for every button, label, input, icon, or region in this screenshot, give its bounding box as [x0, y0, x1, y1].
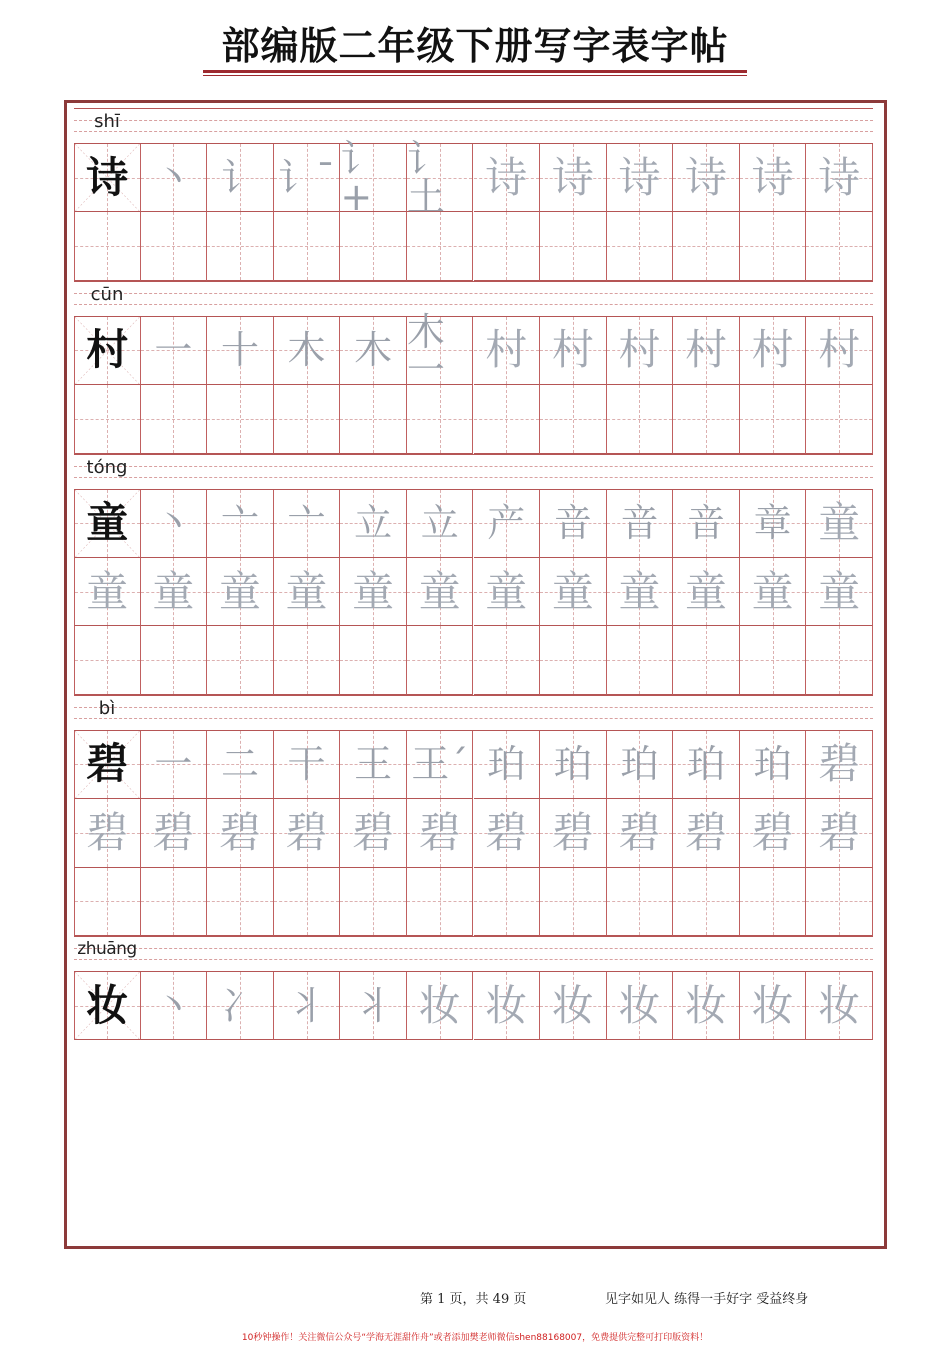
practice-cell[interactable] — [74, 799, 141, 867]
stroke-order-character: 二 — [220, 742, 259, 787]
stroke-order-character: 珀 — [487, 742, 526, 787]
practice-cell[interactable] — [673, 868, 740, 936]
practice-cell[interactable] — [407, 212, 474, 280]
practice-cell[interactable] — [340, 868, 407, 936]
pinyin-label: zhuāng — [77, 939, 137, 959]
practice-cell[interactable] — [340, 385, 407, 453]
stroke-order-character: 章 — [753, 501, 792, 546]
practice-cell[interactable] — [474, 212, 541, 280]
trace-character: 童 — [551, 566, 594, 616]
practice-cell[interactable] — [207, 558, 274, 626]
trace-character: 碧 — [818, 807, 861, 857]
trace-character: 诗 — [685, 152, 728, 202]
character-row — [74, 212, 873, 280]
cell-guide-vertical — [706, 626, 707, 693]
practice-cell[interactable] — [274, 144, 341, 212]
trace-character: 碧 — [685, 807, 728, 857]
model-character: 诗 — [86, 152, 129, 202]
stroke-order-character: 产 — [487, 501, 526, 546]
trace-character: 碧 — [418, 807, 461, 857]
trace-character: 碧 — [551, 807, 594, 857]
practice-cell[interactable] — [207, 317, 274, 385]
trace-character: 碧 — [485, 807, 528, 857]
stroke-order-character: 丶 — [154, 983, 193, 1028]
practice-cell[interactable] — [607, 799, 674, 867]
practice-cell[interactable] — [74, 317, 141, 385]
cell-guide-vertical — [773, 626, 774, 693]
practice-cell[interactable] — [274, 868, 341, 936]
cell-guide-vertical — [373, 868, 374, 935]
practice-cell[interactable] — [806, 558, 873, 626]
practice-cell[interactable] — [607, 144, 674, 212]
practice-cell[interactable] — [806, 144, 873, 212]
practice-cell[interactable] — [407, 868, 474, 936]
practice-cell[interactable] — [673, 144, 740, 212]
practice-cell[interactable] — [540, 972, 607, 1040]
trace-character: 诗 — [485, 152, 528, 202]
cell-guide-vertical — [573, 626, 574, 693]
practice-cell[interactable] — [407, 385, 474, 453]
pinyin-row — [74, 108, 873, 144]
practice-cell[interactable] — [407, 558, 474, 626]
cell-guide-vertical — [373, 212, 374, 279]
practice-cell[interactable] — [74, 731, 141, 799]
practice-cell[interactable] — [474, 317, 541, 385]
practice-cell[interactable] — [540, 212, 607, 280]
character-row — [74, 626, 873, 694]
practice-cell[interactable] — [406, 309, 474, 392]
practice-cell[interactable] — [141, 385, 208, 453]
trace-character: 碧 — [352, 807, 395, 857]
trace-character: 碧 — [218, 807, 261, 857]
practice-cell[interactable] — [340, 972, 407, 1040]
character-row — [74, 558, 873, 626]
cell-guide-vertical — [107, 385, 108, 452]
stroke-order-character: 亠 — [287, 501, 326, 546]
page-number: 第 1 页，共 49 页 — [420, 1292, 527, 1307]
cell-guide-vertical — [706, 385, 707, 452]
trace-character: 童 — [685, 566, 728, 616]
practice-cell[interactable] — [740, 490, 807, 558]
cell-guide-vertical — [773, 868, 774, 935]
practice-cell[interactable] — [274, 799, 341, 867]
trace-character: 妆 — [418, 980, 461, 1030]
cell-guide-vertical — [839, 385, 840, 452]
practice-cell[interactable] — [673, 799, 740, 867]
practice-cell[interactable] — [340, 490, 407, 558]
practice-cell[interactable] — [407, 626, 474, 694]
trace-character: 妆 — [618, 980, 661, 1030]
practice-cell[interactable] — [207, 212, 274, 280]
practice-cell[interactable] — [74, 385, 141, 453]
practice-cell[interactable] — [740, 626, 807, 694]
cell-guide-vertical — [506, 212, 507, 279]
trace-character: 妆 — [685, 980, 728, 1030]
trace-character: 碧 — [818, 739, 861, 789]
pinyin-row — [74, 454, 873, 490]
practice-cell[interactable] — [406, 136, 474, 219]
trace-character: 童 — [818, 566, 861, 616]
stroke-order-character: 立 — [354, 501, 393, 546]
practice-cell[interactable] — [74, 558, 141, 626]
character-row — [74, 731, 873, 799]
stroke-order-character: 珀 — [620, 742, 659, 787]
practice-cell[interactable] — [74, 972, 141, 1040]
practice-cell[interactable] — [607, 626, 674, 694]
trace-character: 诗 — [818, 152, 861, 202]
trace-character: 村 — [485, 325, 528, 375]
character-row — [74, 309, 873, 392]
practice-cell[interactable] — [740, 317, 807, 385]
cell-guide-vertical — [839, 212, 840, 279]
practice-cell[interactable] — [740, 144, 807, 212]
trace-character: 村 — [751, 325, 794, 375]
cell-guide-vertical — [107, 868, 108, 935]
trace-character: 村 — [551, 325, 594, 375]
trace-character: 诗 — [618, 152, 661, 202]
practice-cell[interactable] — [207, 731, 274, 799]
character-row — [74, 136, 873, 219]
practice-cell[interactable] — [607, 385, 674, 453]
practice-cell[interactable] — [540, 490, 607, 558]
cell-guide-vertical — [440, 868, 441, 935]
cell-guide-vertical — [639, 868, 640, 935]
cell-guide-vertical — [240, 212, 241, 279]
practice-cell[interactable] — [806, 626, 873, 694]
character-row — [74, 799, 873, 867]
practice-cell[interactable] — [141, 212, 208, 280]
stroke-order-character: 王 — [354, 742, 393, 787]
practice-cell[interactable] — [806, 317, 873, 385]
trace-character: 村 — [618, 325, 661, 375]
cell-guide-vertical — [639, 212, 640, 279]
practice-cell[interactable] — [274, 731, 341, 799]
practice-cell[interactable] — [474, 731, 541, 799]
practice-cell[interactable] — [207, 385, 274, 453]
cell-guide-vertical — [573, 385, 574, 452]
practice-cell[interactable] — [607, 972, 674, 1040]
practice-cell[interactable] — [141, 490, 208, 558]
cell-guide-vertical — [706, 212, 707, 279]
cell-guide-vertical — [639, 626, 640, 693]
practice-cell[interactable] — [540, 385, 607, 453]
trace-character: 妆 — [751, 980, 794, 1030]
practice-cell[interactable] — [474, 490, 541, 558]
trace-character: 妆 — [551, 980, 594, 1030]
practice-cell[interactable] — [540, 868, 607, 936]
cell-guide-vertical — [240, 868, 241, 935]
practice-cell[interactable] — [806, 490, 873, 558]
practice-cell[interactable] — [540, 558, 607, 626]
cell-guide-vertical — [773, 385, 774, 452]
practice-cell[interactable] — [407, 799, 474, 867]
practice-cell[interactable] — [740, 799, 807, 867]
practice-cell[interactable] — [141, 868, 208, 936]
practice-cell[interactable] — [806, 799, 873, 867]
trace-character: 村 — [818, 325, 861, 375]
stroke-order-character: 音 — [687, 501, 726, 546]
practice-cell[interactable] — [207, 972, 274, 1040]
practice-cell[interactable] — [274, 558, 341, 626]
practice-cell[interactable] — [607, 212, 674, 280]
practice-cell[interactable] — [474, 626, 541, 694]
practice-cell[interactable] — [207, 868, 274, 936]
practice-cell[interactable] — [540, 626, 607, 694]
pinyin-row — [74, 936, 873, 972]
cell-guide-vertical — [440, 212, 441, 279]
trace-character: 妆 — [818, 980, 861, 1030]
stroke-order-character: 冫 — [220, 983, 259, 1028]
stroke-order-character: 讠+ — [340, 136, 379, 219]
practice-cell[interactable] — [141, 558, 208, 626]
stroke-order-character: 珀 — [687, 742, 726, 787]
cell-guide-vertical — [307, 868, 308, 935]
practice-grid — [74, 108, 873, 1242]
stroke-order-character: 干 — [287, 742, 326, 787]
pinyin-label: shī — [94, 111, 120, 132]
practice-cell[interactable] — [740, 212, 807, 280]
stroke-order-character: 讠土 — [406, 136, 445, 219]
practice-cell[interactable] — [340, 317, 407, 385]
practice-cell[interactable] — [407, 972, 474, 1040]
stroke-order-character: 十 — [220, 328, 259, 373]
cell-guide-vertical — [440, 385, 441, 452]
title-rule-thin — [203, 75, 747, 76]
cell-guide-vertical — [173, 868, 174, 935]
practice-cell[interactable] — [607, 317, 674, 385]
stroke-order-character: 亠 — [220, 501, 259, 546]
practice-cell[interactable] — [141, 144, 208, 212]
practice-cell[interactable] — [274, 212, 341, 280]
trace-character: 童 — [152, 566, 195, 616]
practice-cell[interactable] — [806, 212, 873, 280]
practice-cell[interactable] — [673, 317, 740, 385]
practice-cell[interactable] — [141, 626, 208, 694]
practice-cell[interactable] — [407, 490, 474, 558]
cell-guide-vertical — [307, 626, 308, 693]
promo-notice: 10秒钟操作！关注微信公众号“学海无涯甜作舟”或者添加樊老师微信shen88168007，免费提供完整可打印版资料！ — [241, 1333, 709, 1343]
practice-cell[interactable] — [340, 731, 407, 799]
practice-cell[interactable] — [673, 212, 740, 280]
stroke-order-character: 一 — [154, 328, 193, 373]
practice-cell[interactable] — [740, 385, 807, 453]
practice-cell[interactable] — [474, 799, 541, 867]
practice-cell[interactable] — [540, 799, 607, 867]
practice-cell[interactable] — [673, 731, 740, 799]
practice-cell[interactable] — [607, 490, 674, 558]
trace-character: 妆 — [485, 980, 528, 1030]
stroke-order-character: 珀 — [753, 742, 792, 787]
stroke-order-character: 丬 — [354, 983, 393, 1028]
practice-cell[interactable] — [673, 490, 740, 558]
character-row — [74, 868, 873, 936]
cell-guide-vertical — [440, 626, 441, 693]
trace-character: 诗 — [751, 152, 794, 202]
practice-cell[interactable] — [673, 626, 740, 694]
cell-guide-vertical — [307, 385, 308, 452]
trace-character: 村 — [685, 325, 728, 375]
practice-cell[interactable] — [673, 558, 740, 626]
pinyin-label: cūn — [90, 283, 124, 305]
practice-cell[interactable] — [474, 144, 541, 212]
practice-cell[interactable] — [740, 868, 807, 936]
model-character: 碧 — [86, 739, 129, 789]
practice-cell[interactable] — [74, 626, 141, 694]
trace-character: 碧 — [86, 807, 129, 857]
cell-guide-vertical — [307, 212, 308, 279]
cell-guide-vertical — [173, 212, 174, 279]
cell-guide-vertical — [639, 385, 640, 452]
practice-cell[interactable] — [274, 626, 341, 694]
cell-guide-vertical — [506, 626, 507, 693]
cell-guide-vertical — [773, 212, 774, 279]
practice-cell[interactable] — [141, 799, 208, 867]
practice-cell[interactable] — [274, 385, 341, 453]
practice-cell[interactable] — [274, 972, 341, 1040]
stroke-order-character: 王ˊ — [411, 742, 469, 787]
trace-character: 碧 — [751, 807, 794, 857]
practice-cell[interactable] — [806, 731, 873, 799]
cell-guide-vertical — [839, 626, 840, 693]
trace-character: 童 — [818, 498, 861, 548]
pinyin-row — [74, 281, 873, 317]
cell-guide-vertical — [506, 385, 507, 452]
practice-cell[interactable] — [806, 972, 873, 1040]
stroke-order-character: 讠ˉ — [278, 155, 336, 200]
stroke-order-character: 木 — [354, 328, 393, 373]
pinyin-row — [74, 695, 873, 731]
cell-guide-vertical — [240, 626, 241, 693]
cell-guide-vertical — [839, 868, 840, 935]
title-rule-thick — [203, 70, 747, 73]
practice-cell[interactable] — [74, 490, 141, 558]
character-row — [74, 490, 873, 558]
practice-cell[interactable] — [74, 868, 141, 936]
practice-cell[interactable] — [540, 144, 607, 212]
practice-cell[interactable] — [340, 212, 407, 280]
practice-cell[interactable] — [607, 558, 674, 626]
character-row — [74, 385, 873, 453]
stroke-order-character: 讠 — [220, 155, 259, 200]
stroke-order-character: 丶 — [154, 155, 193, 200]
cell-guide-vertical — [373, 626, 374, 693]
cell-guide-vertical — [240, 385, 241, 452]
practice-cell[interactable] — [340, 558, 407, 626]
practice-cell[interactable] — [540, 317, 607, 385]
practice-cell[interactable] — [673, 385, 740, 453]
cell-guide-vertical — [506, 868, 507, 935]
practice-cell[interactable] — [207, 626, 274, 694]
practice-cell[interactable] — [673, 972, 740, 1040]
practice-cell[interactable] — [340, 626, 407, 694]
practice-cell[interactable] — [474, 558, 541, 626]
stroke-order-character: 木 — [287, 328, 326, 373]
practice-cell[interactable] — [806, 868, 873, 936]
model-character: 妆 — [86, 980, 129, 1030]
stroke-order-character: 丬 — [287, 983, 326, 1028]
trace-character: 童 — [352, 566, 395, 616]
trace-character: 碧 — [285, 807, 328, 857]
practice-cell[interactable] — [474, 972, 541, 1040]
stroke-order-character: 音 — [620, 501, 659, 546]
cell-guide-vertical — [107, 212, 108, 279]
page-title: 部编版二年级下册写字表字帖 — [221, 24, 729, 68]
practice-cell[interactable] — [207, 490, 274, 558]
trace-character: 童 — [418, 566, 461, 616]
trace-character: 童 — [86, 566, 129, 616]
trace-character: 童 — [485, 566, 528, 616]
stroke-order-character: 丶 — [154, 501, 193, 546]
trace-character: 碧 — [618, 807, 661, 857]
model-character: 童 — [86, 498, 129, 548]
trace-character: 诗 — [551, 152, 594, 202]
stroke-order-character: 音 — [553, 501, 592, 546]
cell-guide-vertical — [706, 868, 707, 935]
practice-cell[interactable] — [340, 799, 407, 867]
cell-guide-vertical — [107, 626, 108, 693]
practice-cell[interactable] — [207, 799, 274, 867]
practice-cell[interactable] — [740, 731, 807, 799]
pinyin-label: bì — [98, 697, 116, 719]
practice-cell[interactable] — [407, 731, 474, 799]
practice-cell[interactable] — [607, 731, 674, 799]
trace-character: 童 — [618, 566, 661, 616]
stroke-order-character: 木一 — [406, 309, 445, 392]
practice-cell[interactable] — [74, 144, 141, 212]
practice-cell[interactable] — [740, 972, 807, 1040]
character-row — [74, 972, 873, 1040]
practice-cell[interactable] — [74, 212, 141, 280]
footer-motto: 见字如见人 练得一手好字 受益终身 — [605, 1292, 809, 1307]
practice-cell[interactable] — [340, 136, 407, 219]
practice-cell[interactable] — [740, 558, 807, 626]
practice-cell[interactable] — [474, 385, 541, 453]
cell-guide-vertical — [573, 212, 574, 279]
stroke-order-character: 珀 — [553, 742, 592, 787]
trace-character: 童 — [285, 566, 328, 616]
practice-cell[interactable] — [207, 144, 274, 212]
cell-guide-vertical — [573, 868, 574, 935]
pinyin-label: tóng — [86, 456, 128, 478]
practice-cell[interactable] — [141, 731, 208, 799]
practice-cell[interactable] — [141, 317, 208, 385]
practice-cell[interactable] — [607, 868, 674, 936]
practice-cell[interactable] — [806, 385, 873, 453]
model-character: 村 — [86, 325, 129, 375]
practice-cell[interactable] — [474, 868, 541, 936]
cell-guide-vertical — [173, 385, 174, 452]
practice-cell[interactable] — [540, 731, 607, 799]
trace-character: 童 — [218, 566, 261, 616]
practice-cell[interactable] — [141, 972, 208, 1040]
practice-cell[interactable] — [274, 317, 341, 385]
stroke-order-character: 一 — [154, 742, 193, 787]
trace-character: 童 — [751, 566, 794, 616]
cell-guide-vertical — [373, 385, 374, 452]
stroke-order-character: 立 — [420, 501, 459, 546]
trace-character: 碧 — [152, 807, 195, 857]
cell-guide-vertical — [173, 626, 174, 693]
practice-cell[interactable] — [274, 490, 341, 558]
